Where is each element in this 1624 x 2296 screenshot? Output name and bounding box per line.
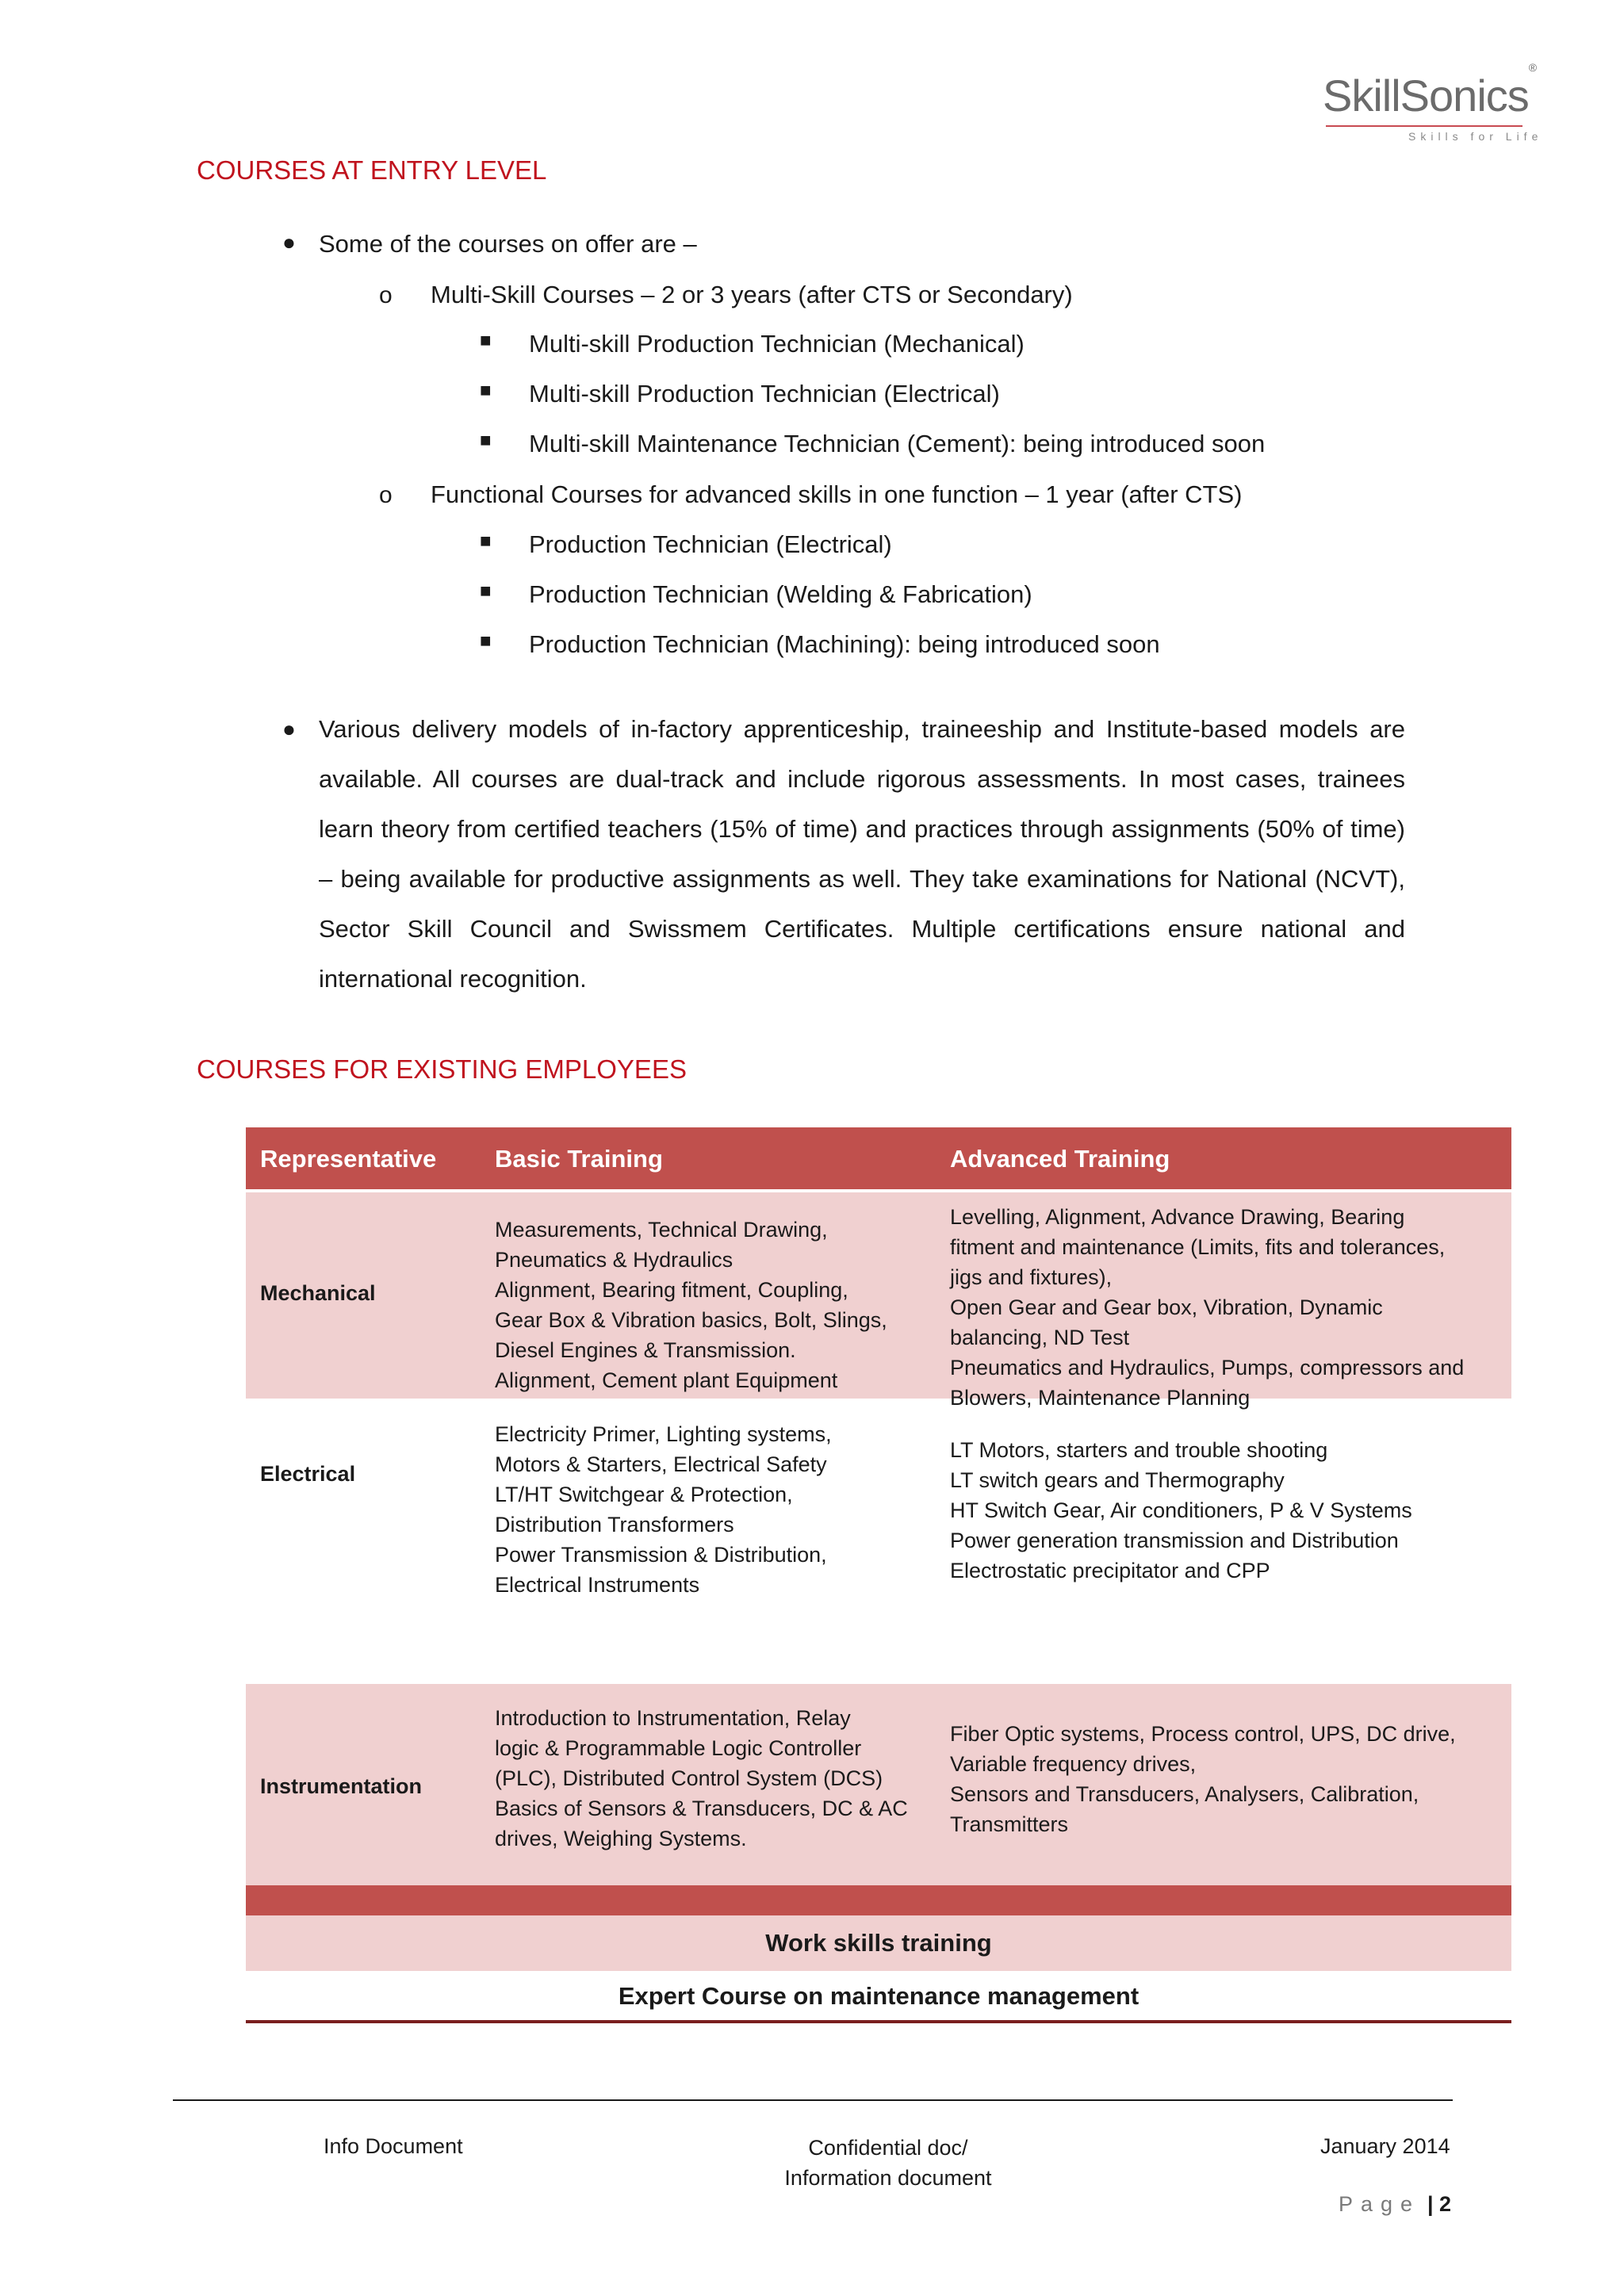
basic-training-cell: Introduction to Instrumentation, Relay logic & Programmable Logic Controller (PLC), Distributed Control System (DCS) Basics of Sensors & Transducers, DC & AC drives, Weighing Systems.	[495, 1706, 908, 1850]
footer-right: January 2014	[1320, 2134, 1450, 2158]
advanced-training-cell: LT Motors, starters and trouble shooting LT switch gears and Thermography HT Switch Gear, Air conditioners, P & V Systems Power generation transmission and Distribution Electrostatic precipitator and CPP	[950, 1438, 1412, 1582]
row-label: Instrumentation	[260, 1774, 423, 1798]
table-row	[246, 1399, 1511, 1624]
advanced-training-cell: Fiber Optic systems, Process control, UPS, DC drive, Variable frequency drives, Sensors and Transducers, Analysers, Calibration, Transmitters	[950, 1722, 1456, 1836]
expert-course-row: Expert Course on maintenance management	[618, 1982, 1139, 2010]
list-item: ■ Multi-skill Production Technician (Mechanical)	[480, 330, 1025, 358]
list-item: o Multi-Skill Courses – 2 or 3 years (after CTS or Secondary)	[379, 281, 1073, 308]
column-header: Representative	[260, 1145, 437, 1173]
table-bottom-rule	[246, 2020, 1511, 2023]
table-row	[246, 1192, 1511, 1410]
list-item: ● Some of the courses on offer are –	[282, 230, 697, 258]
section-title-employees: COURSES FOR EXISTING EMPLOYEES	[197, 1054, 687, 1084]
column-header: Advanced Training	[950, 1145, 1170, 1173]
list-item: ■ Multi-skill Maintenance Technician (Cement): being introduced soon	[480, 430, 1266, 457]
list-item: ■ Production Technician (Electrical)	[480, 530, 892, 558]
square-bullet-icon: ■	[480, 430, 492, 451]
list-item: ■ Production Technician (Machining): being introduced soon	[480, 630, 1160, 658]
bullet-icon: ●	[282, 717, 296, 741]
list-item: o Functional Courses for advanced skills in one function – 1 year (after CTS)	[379, 480, 1243, 508]
basic-training-cell: Measurements, Technical Drawing, Pneumatics & Hydraulics Alignment, Bearing fitment, Coupling, Gear Box & Vibration basics, Bolt, Slings, Diesel Engines & Transmission. Alignment, Cement plant Equipment	[495, 1218, 887, 1392]
advanced-training-cell: Levelling, Alignment, Advance Drawing, Bearing fitment and maintenance (Limits, fits and tolerances, jigs and fixtures), Open Gear and Gear box, Vibration, Dynamic balancing, ND Test Pneumatics and Hydraulics, Pumps, compressors and Blowers, Maintenance Planning	[950, 1205, 1465, 1410]
logo-name: SkillSonics	[1323, 71, 1529, 121]
section-title-entry: COURSES AT ENTRY LEVEL	[197, 155, 547, 185]
work-skills-row: Work skills training	[246, 1915, 1511, 1971]
footer-left: Info Document	[324, 2134, 463, 2158]
column-header: Basic Training	[495, 1145, 663, 1173]
table-row	[246, 1684, 1511, 1885]
delivery-paragraph: ● Various delivery models of in-factory apprenticeship, traineeship and Institute-based models are available. All courses are dual-track and include rigorous assessments. In most cases, trainees learn theory from certified teachers (15% of time) and practices through assignments (50% of time) – being available for productive assignments as well. They take examinations for National (NCVT), Sector Skill Council and Swissmem Certificates. Multiple certifications ensure national and international recognition.	[319, 704, 1405, 1004]
table-divider	[246, 1885, 1511, 1915]
logo-registered-mark: ®	[1528, 61, 1537, 75]
square-bullet-icon: ■	[480, 630, 492, 652]
basic-training-cell: Electricity Primer, Lighting systems, Motors & Starters, Electrical Safety LT/HT Switchgear & Protection, Distribution Transformers Power Transmission & Distribution, Electrical Instruments	[495, 1422, 832, 1597]
circle-bullet-icon: o	[379, 282, 393, 308]
square-bullet-icon: ■	[480, 530, 492, 552]
logo-rule	[1326, 125, 1522, 127]
table-header	[246, 1127, 1511, 1189]
footer-rule	[173, 2099, 1453, 2101]
list-item: ■ Multi-skill Production Technician (Electrical)	[480, 380, 1000, 408]
list-item: ■ Production Technician (Welding & Fabrication)	[480, 580, 1032, 608]
row-label: Mechanical	[260, 1281, 376, 1305]
footer-center: Confidential doc/ Information document	[784, 2136, 992, 2190]
bullet-icon: ●	[282, 230, 296, 254]
page-label: Page	[1339, 2192, 1421, 2216]
square-bullet-icon: ■	[480, 330, 492, 351]
square-bullet-icon: ■	[480, 580, 492, 602]
circle-bullet-icon: o	[379, 482, 393, 508]
logo-tagline: Skills for Life	[1408, 130, 1543, 143]
row-label: Electrical	[260, 1462, 356, 1486]
page-number: | 2	[1427, 2192, 1452, 2216]
skillsonics-logo	[1323, 61, 1543, 149]
square-bullet-icon: ■	[480, 380, 492, 401]
